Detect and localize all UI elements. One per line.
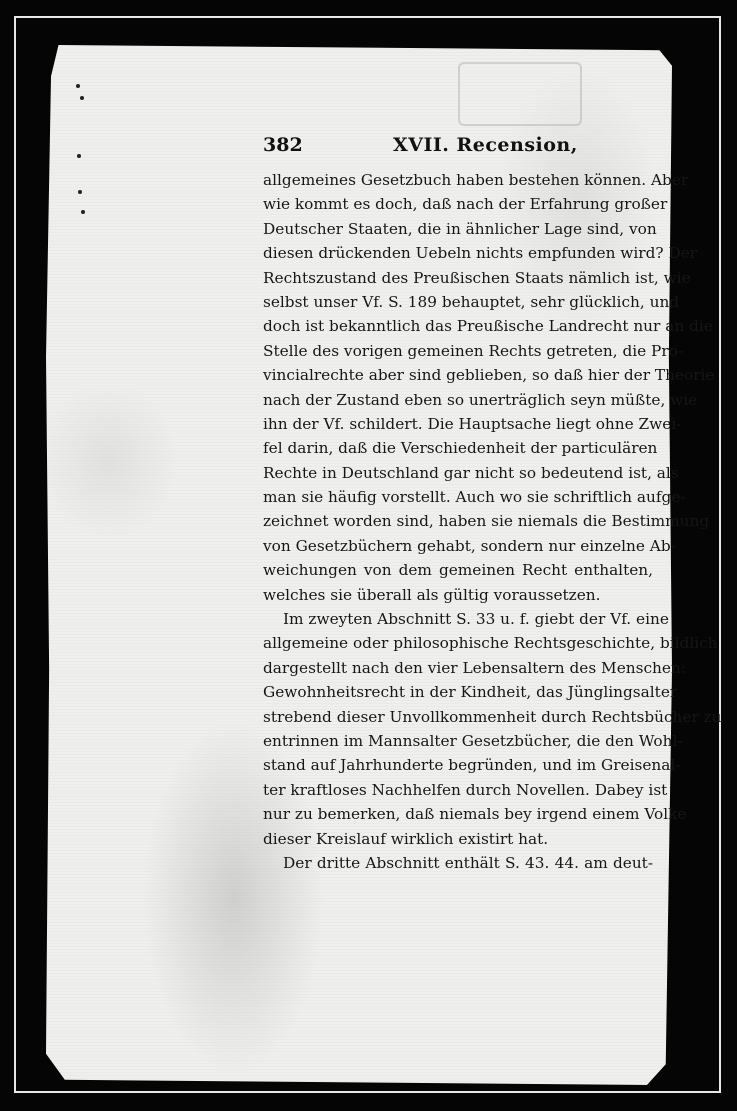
body-text (263, 168, 722, 875)
text-line: allgemeines Gesetzbuch haben bestehen können. Aber (263, 171, 689, 189)
text-line: Stelle des vorigen gemeinen Rechts getreten, die Pro- (263, 341, 684, 360)
text-line: weichungen von dem gemeinen Recht enthalten, (263, 561, 653, 580)
text-line: nach der Zustand eben so unerträglich seyn müßte, wie (263, 390, 698, 409)
text-line: Gewohnheitsrecht in der Kindheit, das Jünglingsalter (263, 683, 678, 702)
running-header (263, 134, 653, 162)
text-line: zeichnet worden sind, haben sie niemals die Bestimmung (263, 512, 710, 531)
text-line: Deutscher Staaten, die in ähnlicher Lage sind, von (263, 219, 657, 238)
text-line: Rechte in Deutschland gar nicht so bedeutend ist, als (263, 463, 679, 482)
text-line: wie kommt es doch, daß nach der Erfahrung großer (263, 195, 668, 214)
text-line: allgemeine oder philosophische Rechtsgeschichte, bildlich (263, 634, 718, 653)
text-line: nur zu bemerken, daß niemals bey irgend einem Volke (263, 805, 687, 824)
page-number: 382 (263, 134, 303, 156)
text-line: selbst unser Vf. S. 189 behauptet, sehr glücklich, und (263, 292, 680, 311)
running-title: XVII. Recension, (393, 134, 578, 156)
text-line: dieser Kreislauf wirklich existirt hat. (263, 829, 549, 848)
text-line: welches sie überall als gültig voraussetzen. (263, 585, 601, 604)
text-line: entrinnen im Mannsalter Gesetzbücher, die den Wohl- (263, 731, 683, 750)
text-line: ter kraftloses Nachhelfen durch Novellen. Dabey ist (263, 780, 668, 799)
text-line: Der dritte Abschnitt enthält S. 43. 44. am deut- (283, 853, 653, 872)
text-line: doch ist bekanntlich das Preußische Landrecht nur an die (263, 317, 713, 336)
text-line: strebend dieser Unvollkommenheit durch Rechtsbücher zu (263, 707, 722, 726)
binding-holes (72, 70, 92, 230)
text-line: ihn der Vf. schildert. Die Hauptsache liegt ohne Zwei- (263, 414, 682, 433)
text-line: von Gesetzbüchern gehabt, sondern nur einzelne Ab- (263, 536, 676, 555)
text-line: stand auf Jahrhunderte begründen, und im Greisenal- (263, 756, 681, 775)
text-line: man sie häufig vorstellt. Auch wo sie schriftlich aufge- (263, 488, 686, 507)
bleed-through-mark (458, 62, 582, 126)
text-line: dargestellt nach den vier Lebensaltern des Menschen: (263, 658, 686, 677)
text-line: diesen drückenden Uebeln nichts empfunden wird? Der (263, 244, 698, 263)
text-line: Im zweyten Abschnitt S. 33 u. f. giebt der Vf. eine (283, 610, 669, 629)
text-line: Rechtszustand des Preußischen Staats nämlich ist, wie (263, 268, 691, 287)
text-line: fel darin, daß die Verschiedenheit der particulären (263, 439, 658, 458)
text-line: vincialrechte aber sind geblieben, so daß hier der Theorie (263, 366, 715, 385)
